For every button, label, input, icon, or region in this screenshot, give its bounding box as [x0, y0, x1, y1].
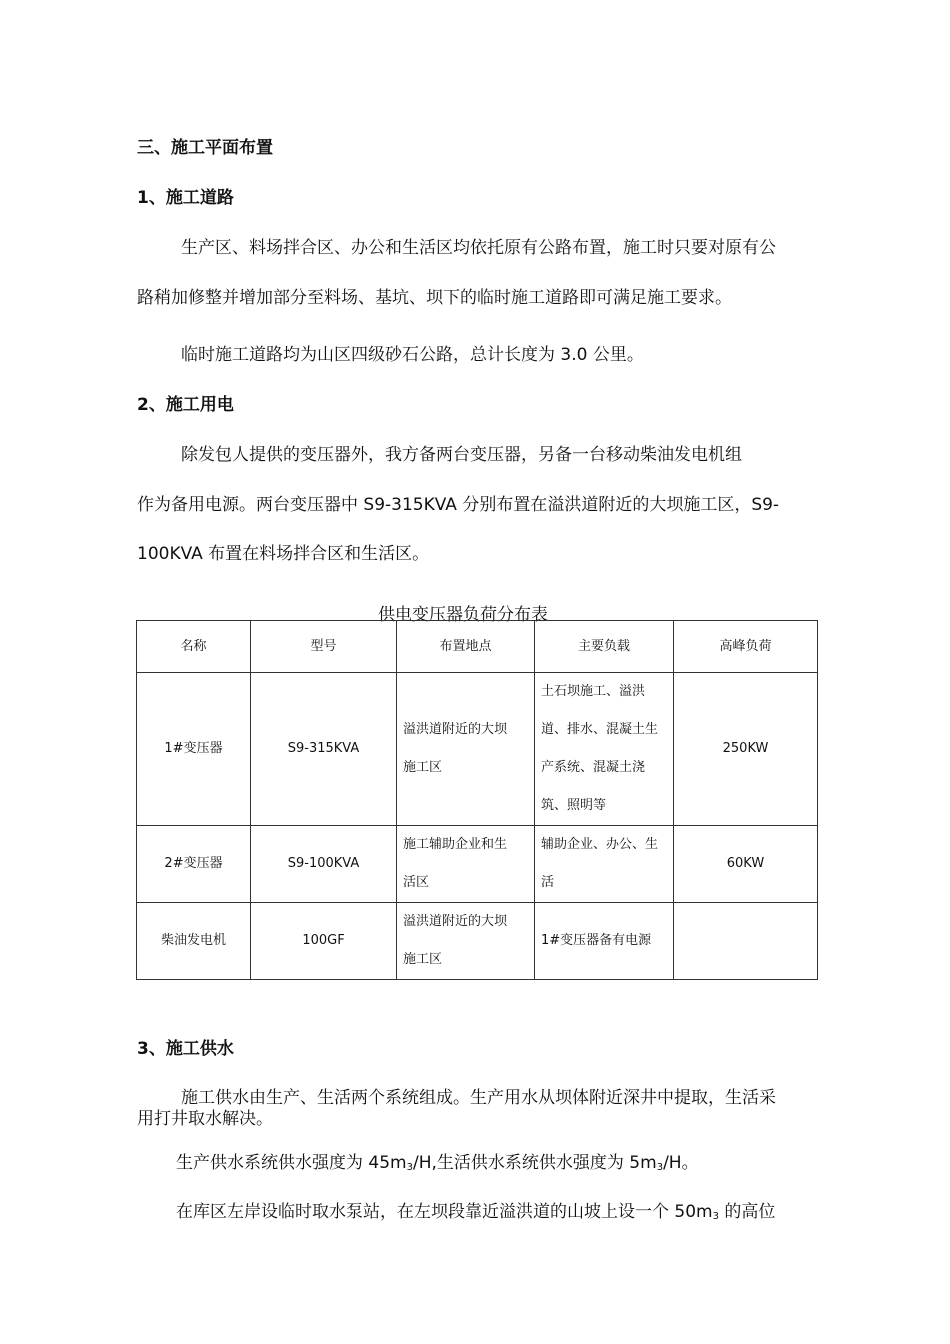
roads-paragraph-line1: 生产区、料场拌合区、办公和生活区均依托原有公路布置，施工时只要对原有公 — [181, 238, 776, 258]
subscript: 3 — [406, 1162, 413, 1173]
table-row — [137, 673, 818, 826]
water-pump-paragraph — [176, 1197, 775, 1222]
water-intensity-paragraph — [176, 1148, 699, 1173]
transformer-load-table — [136, 620, 818, 980]
cell-location — [397, 826, 535, 903]
cell-model: S9-315KVA — [251, 673, 397, 826]
cell-load — [535, 673, 674, 826]
load-line: 道、排水、混凝土生 — [541, 722, 659, 737]
header-cell: 高峰负荷 — [674, 621, 818, 673]
load-line: 活 — [541, 875, 555, 890]
subscript: 3 — [656, 1162, 664, 1173]
water-pump-text: 的高位 — [718, 1202, 776, 1222]
cell-location — [397, 673, 535, 826]
power-paragraph-line3: 100KVA 布置在料场拌合区和生活区。 — [137, 544, 430, 564]
water-pump-text: 在库区左岸设临时取水泵站，在左坝段靠近溢洪道的山坡上设一个 50m — [176, 1202, 713, 1222]
cell-name: 1#变压器 — [137, 673, 251, 826]
water-paragraph-line1: 施工供水由生产、生活两个系统组成。生产用水从坝体附近深井中提取，生活采 — [181, 1088, 776, 1108]
cell-load — [535, 826, 674, 903]
header-cell: 主要负载 — [535, 621, 674, 673]
power-heading: 2、施工用电 — [137, 395, 234, 415]
water-intensity-text: /H。 — [663, 1153, 699, 1173]
location-line: 施工区 — [403, 952, 443, 967]
cell-peak: 60KW — [674, 826, 818, 903]
cell-model: S9-100KVA — [251, 826, 397, 903]
location-line: 施工辅助企业和生 — [403, 837, 508, 852]
cell-peak: 250KW — [674, 673, 818, 826]
location-line: 溢洪道附近的大坝 — [403, 914, 508, 929]
load-line: 辅助企业、办公、生 — [541, 837, 659, 852]
location-line: 溢洪道附近的大坝 — [403, 722, 508, 737]
load-line: 筑、照明等 — [541, 798, 607, 813]
cell-location — [397, 903, 535, 980]
table-row — [137, 903, 818, 980]
roads-paragraph-line2: 路稍加修整并增加部分至料场、基坑、坝下的临时施工道路即可满足施工要求。 — [137, 288, 732, 308]
water-intensity-text: 生产供水系统供水强度为 45m — [176, 1153, 407, 1173]
power-paragraph-line2: 作为备用电源。两台变压器中 S9-315KVA 分别布置在溢洪道附近的大坝施工区，S9- — [137, 495, 780, 515]
water-intensity-text: /H,生活供水系统供水强度为 5m — [412, 1153, 657, 1173]
roads-heading: 1、施工道路 — [137, 188, 234, 208]
location-line: 活区 — [403, 875, 430, 890]
table-row — [137, 826, 818, 903]
roads-paragraph-2: 临时施工道路均为山区四级砂石公路，总计长度为 3.0 公里。 — [181, 345, 644, 365]
cell-model: 100GF — [251, 903, 397, 980]
table-caption: 供电变压器负荷分布表 — [378, 605, 548, 625]
load-line: 土石坝施工、溢洪 — [541, 684, 646, 699]
header-cell: 型号 — [251, 621, 397, 673]
header-cell: 名称 — [137, 621, 251, 673]
water-heading: 3、施工供水 — [137, 1039, 234, 1059]
cell-name: 柴油发电机 — [137, 903, 251, 980]
location-line: 施工区 — [403, 760, 443, 775]
subscript: 3 — [712, 1211, 719, 1222]
section-title: 三、施工平面布置 — [137, 138, 273, 158]
water-paragraph-line2: 用打井取水解决。 — [137, 1109, 273, 1129]
power-paragraph-line1: 除发包人提供的变压器外，我方备两台变压器，另备一台移动柴油发电机组 — [181, 445, 742, 465]
table-header-row — [137, 621, 818, 673]
load-line: 产系统、混凝土浇 — [541, 760, 646, 775]
cell-peak — [674, 903, 818, 980]
load-line: 1#变压器备有电源 — [541, 933, 652, 948]
cell-name: 2#变压器 — [137, 826, 251, 903]
header-cell: 布置地点 — [397, 621, 535, 673]
cell-load — [535, 903, 674, 980]
